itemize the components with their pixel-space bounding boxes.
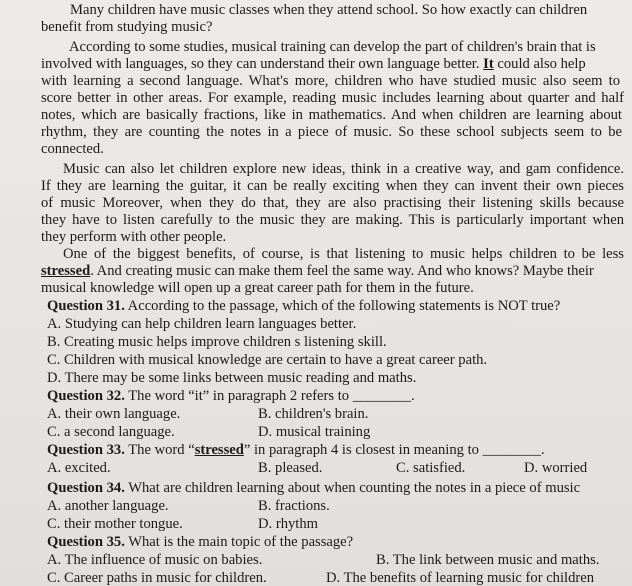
option-31-a[interactable]: A. Studying can help children learn languages better.: [47, 316, 357, 332]
question-text: The word “: [124, 442, 195, 458]
option-34-b[interactable]: B. fractions.: [258, 498, 330, 514]
question-label: Question 33.: [47, 442, 125, 458]
question-35: [47, 534, 632, 551]
passage-text: could also help: [493, 56, 586, 72]
passage-line: of music Moreover, when they do that, they are also practising their listening skills because: [41, 195, 624, 211]
option-32-b[interactable]: B. children's brain.: [258, 406, 369, 422]
passage-text: involved with languages, so they can understand their own language better.: [41, 56, 480, 72]
passage-line: If they are learning the guitar, it can be really exciting when they can invent their own pieces: [41, 178, 624, 194]
option-33-d[interactable]: D. worried: [524, 460, 588, 476]
passage-line: Music can also let children explore new ideas, think in a creative way, and gam confidence.: [63, 161, 624, 177]
vocab-stressed: stressed: [41, 263, 91, 279]
passage-line: [41, 263, 626, 280]
passage-line: One of the biggest benefits, of course, is that listening to music helps children to be less: [63, 246, 624, 262]
passage-line: they have to listen carefully to the music they are making. This is particularly important when: [41, 212, 624, 228]
option-31-c[interactable]: C. Children with musical knowledge are certain to have a great career path.: [47, 352, 488, 368]
passage-line: benefit from studying music?: [41, 19, 213, 35]
passage-line: they perform with other people.: [41, 229, 227, 245]
option-32-c[interactable]: C. a second language.: [47, 424, 175, 440]
question-keyword: stressed: [194, 442, 244, 458]
option-35-a[interactable]: A. The influence of music on babies.: [47, 552, 263, 568]
question-text: ” in paragraph 4 is closest in meaning to ________.: [243, 442, 545, 458]
passage-line: score better in other areas. For example, reading music includes learning about quarter and half: [41, 90, 624, 106]
option-35-b[interactable]: B. The link between music and maths.: [376, 552, 600, 568]
question-31: [47, 298, 632, 315]
question-text: What are children learning about when counting the notes in a piece of music: [124, 480, 581, 496]
option-34-a[interactable]: A. another language.: [47, 498, 169, 514]
referent-it: It: [483, 56, 494, 72]
option-35-c[interactable]: C. Career paths in music for children.: [47, 570, 267, 586]
passage-text: . And creating music can make them feel the same way. And who knows? Maybe their: [90, 263, 594, 279]
question-label: Question 31.: [47, 298, 125, 314]
passage-line: Many children have music classes when they attend school. So how exactly can children: [70, 2, 588, 18]
option-32-a[interactable]: A. their own language.: [47, 406, 181, 422]
question-32: [47, 388, 632, 405]
question-label: Question 32.: [47, 388, 125, 404]
passage-line: with learning a second language. What's more, children who have studied music also seem to: [41, 73, 620, 89]
option-31-b[interactable]: B. Creating music helps improve children s listening skill.: [47, 334, 387, 350]
passage-line: rhythm, they are counting the notes in a piece of music. So these school subjects seem to be: [41, 124, 622, 140]
option-33-b[interactable]: B. pleased.: [258, 460, 323, 476]
option-33-c[interactable]: C. satisfied.: [396, 460, 466, 476]
question-text: What is the main topic of the passage?: [124, 534, 354, 550]
passage-line: [41, 56, 626, 73]
passage-line: musical knowledge will open up a great career path for them in the future.: [41, 280, 474, 296]
passage-line: connected.: [41, 141, 104, 157]
question-label: Question 35.: [47, 534, 125, 550]
option-33-a[interactable]: A. excited.: [47, 460, 111, 476]
option-34-d[interactable]: D. rhythm: [258, 516, 318, 532]
option-35-d[interactable]: D. The benefits of learning music for children: [326, 570, 595, 586]
question-text: According to the passage, which of the following statements is NOT true?: [124, 298, 561, 314]
question-33: [47, 442, 632, 459]
option-32-d[interactable]: D. musical training: [258, 424, 371, 440]
passage-line: According to some studies, musical training can develop the part of children's brain that is: [69, 39, 596, 55]
question-34: [47, 480, 632, 497]
question-label: Question 34.: [47, 480, 125, 496]
question-text: The word “it” in paragraph 2 refers to ________.: [124, 388, 415, 404]
option-34-c[interactable]: C. their mother tongue.: [47, 516, 183, 532]
option-31-d[interactable]: D. There may be some links between music reading and maths.: [47, 370, 417, 386]
passage-line: notes, which are basically fractions, like in mathematics. And when children are learning about: [41, 107, 622, 123]
